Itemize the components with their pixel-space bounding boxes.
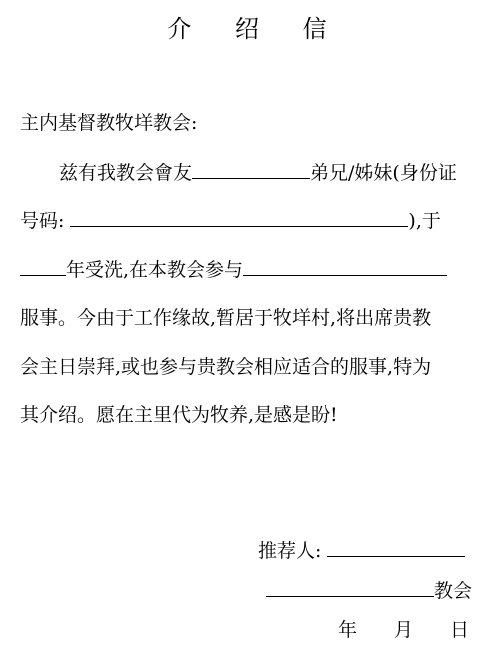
- paragraph-line-3: [20, 257, 447, 282]
- paragraph-line-4: [20, 306, 431, 330]
- id-number-close: ),于: [408, 210, 441, 232]
- member-name-blank[interactable]: [192, 160, 310, 179]
- salutation-text: 主内基督教牧垟教会:: [20, 112, 198, 134]
- salutation: [20, 111, 197, 135]
- brother-sister-text: 弟兄/姊妹(身份证: [310, 162, 457, 184]
- id-number-blank[interactable]: [70, 208, 408, 227]
- letter-title: 介 绍 信: [167, 15, 345, 43]
- date-year: 年: [338, 619, 358, 641]
- church-line: [266, 578, 472, 603]
- church-name-blank[interactable]: [266, 578, 434, 597]
- paragraph-line-1: [59, 160, 457, 185]
- intro-text: 兹有我教会會友: [59, 162, 193, 184]
- paragraph-line-2: [20, 208, 441, 233]
- paragraph-text-4: 服事。今由于工作缘故,暂居于牧垟村,将出席贵教: [20, 307, 432, 329]
- date-month: 月: [394, 619, 414, 641]
- baptism-text: 年受洗,在本教会参与: [66, 259, 244, 281]
- date-day: 日: [450, 619, 470, 641]
- church-suffix: 教会: [434, 580, 473, 602]
- recommender-blank[interactable]: [327, 538, 465, 557]
- id-number-label: 号码:: [20, 210, 65, 232]
- paragraph-line-5: [20, 355, 431, 379]
- ministry-blank[interactable]: [243, 257, 447, 276]
- date-line: [338, 618, 469, 642]
- recommender-line: [258, 538, 465, 563]
- paragraph-text-5: 会主日崇拜,或也参与贵教会相应适合的服事,特为: [20, 356, 432, 378]
- paragraph-text-6: 其介绍。愿在主里代为牧养,是感是盼!: [20, 404, 338, 426]
- recommender-label: 推荐人:: [258, 540, 322, 562]
- paragraph-line-6: [20, 403, 338, 427]
- baptism-year-blank[interactable]: [20, 257, 66, 276]
